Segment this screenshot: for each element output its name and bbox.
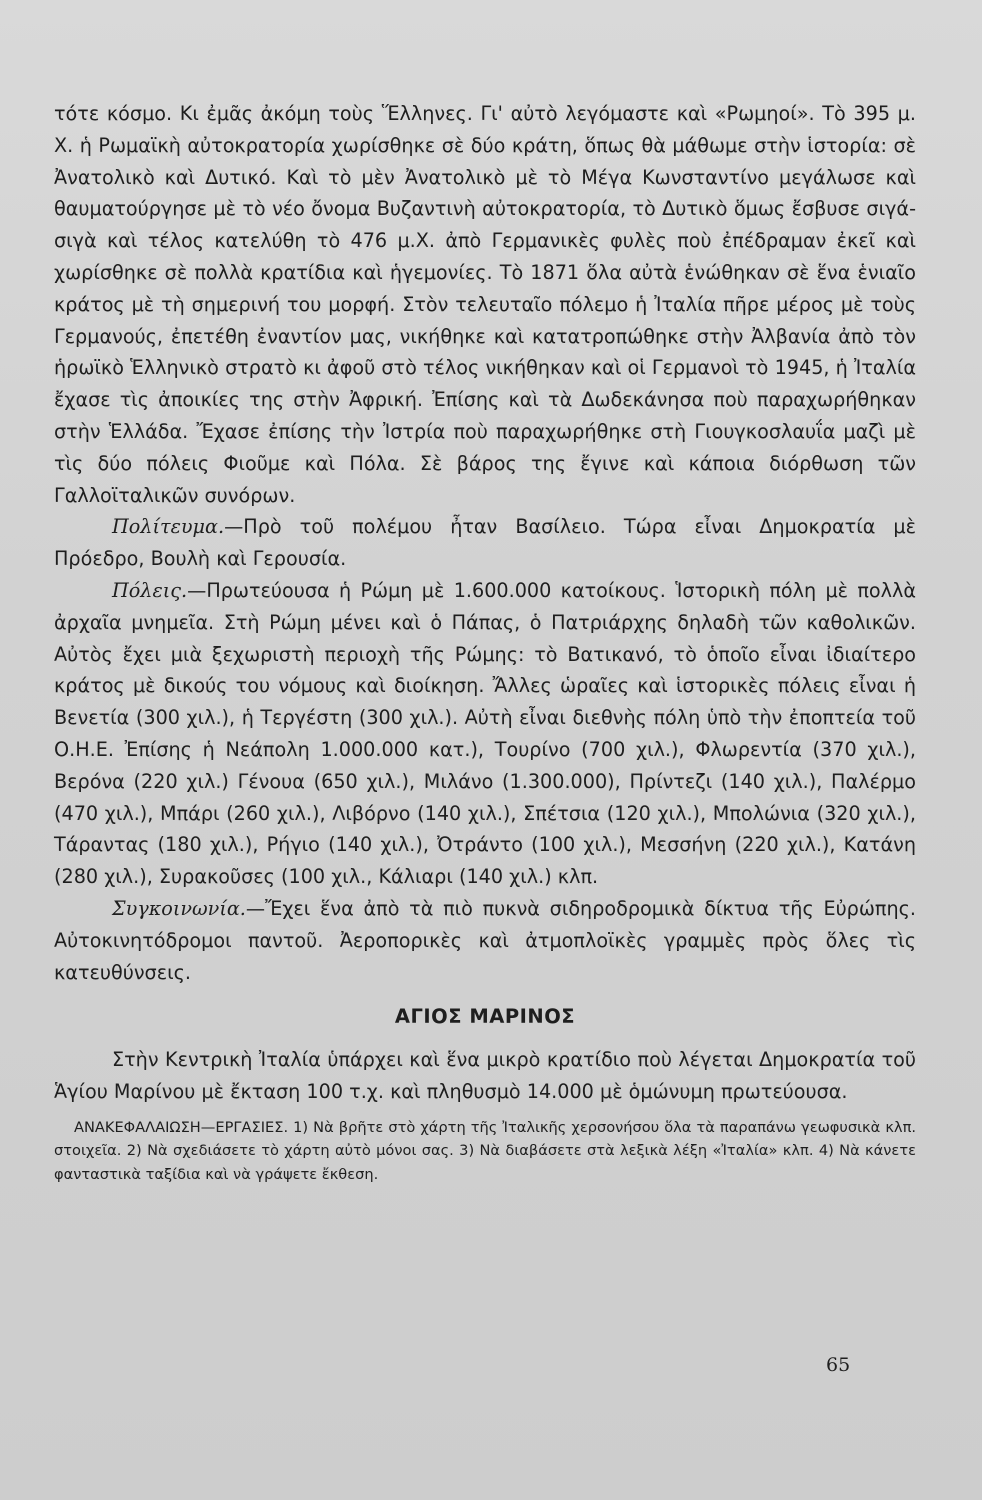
text-cities: —Πρωτεύουσα ἡ Ρώμη μὲ 1.600.000 κατοίκους. Ἱστορικὴ πόλη μὲ πολλὰ ἀρχαῖα μνημεῖα. Στὴ Ρώμη μένει καὶ ὁ Πάπας, ὁ Πατριάρχης δηλαδὴ τῶν καθολικῶν. Αὐτὸς ἔχει μιὰ ξεχωριστὴ περιοχὴ τῆς Ρώμης: τὸ Βατικανό, τὸ ὁποῖο εἶναι ἰδιαίτερο κράτος μὲ δικούς του νόμους καὶ διοίκηση. Ἄλλες ὡραῖες καὶ ἱστορικὲς πόλεις εἶναι ἡ Βενετία (300 χιλ.), ἡ Τεργέστη (300 χιλ.). Αὐτὴ εἶναι διεθνὴς πόλη ὑπὸ τὴν ἐποπτεία τοῦ Ο.Η.Ε. Ἐπίσης ἡ Νεάπολη 1.000.000 κατ.), Τουρίνο (700 χιλ.), Φλωρεντία (370 χιλ.), Βερόνα (220 χιλ.) Γένουα (650 χιλ.), Μιλάνο (1.300.000), Πρίντεζι (140 χιλ.), Παλέρμο (470 χιλ.), Μπάρι (260 χιλ.), Λιβόρνο (140 χιλ.), Σπέτσια (120 χιλ.), Μπολώνια (320 χιλ.), Τάραντας (180 χιλ.), Ρήγιο (140 χιλ.), Ὀτράντο (100 χιλ.), Μεσσήνη (220 χιλ.), Κατάνη (280 χιλ.), Συρακοῦσες (100 χιλ., Κάλιαρι (140 χιλ.) κλπ. xyxy=(54,578,916,889)
paragraph-cities xyxy=(54,575,916,893)
main-text-column xyxy=(54,98,916,1186)
summary-exercises: ΑΝΑΚΕΦΑΛΑΙΩΣΗ—ΕΡΓΑΣΙΕΣ. 1) Νὰ βρῆτε στὸ χάρτη τῆς Ἰταλικῆς χερσονήσου ὅλα τὰ παραπάνω γεωφυσικὰ κλπ. στοιχεῖα. 2) Νὰ σχεδιάσετε τὸ χάρτη αὐτὸ μόνοι σας. 3) Νὰ διαβάσετε στὰ λεξικὰ λέξη «Ἰταλία» κλπ. 4) Νὰ κάνετε φανταστικὰ ταξίδια καὶ νὰ γράψετε ἔκθεση. xyxy=(54,1118,916,1183)
paragraph-history: τότε κόσμο. Κι ἐμᾶς ἀκόμη τοὺς Ἕλληνες. Γι' αὐτὸ λεγόμαστε καὶ «Ρωμηοί». Τὸ 395 μ. Χ. ἡ Ρωμαϊκὴ αὐτοκρατορία χωρίσθηκε σὲ δύο κράτη, ὅπως θὰ μάθωμε στὴν ἱστορία: σὲ Ἀνατολικὸ καὶ Δυτικό. Καὶ τὸ μὲν Ἀνατολικὸ μὲ τὸ Μέγα Κωνσταντίνο μεγάλωσε καὶ θαυματούργησε μὲ τὸ νέο ὄνομα Βυζαντινὴ αὐτοκρατορία, τὸ Δυτικὸ ὅμως ἔσβυσε σιγά-σιγὰ καὶ τέλος κατελύθη τὸ 476 μ.Χ. ἀπὸ Γερμανικὲς φυλὲς ποὺ ἐπέδραμαν ἐκεῖ καὶ χωρίσθηκε σὲ πολλὰ κρατίδια καὶ ἡγεμονίες. Τὸ 1871 ὅλα αὐτὰ ἑνώθηκαν σὲ ἕνα ἑνιαῖο κράτος μὲ τὴ σημερινή του μορφή. Στὸν τελευταῖο πόλεμο ἡ Ἰταλία πῆρε μέρος μὲ τοὺς Γερμανούς, ἐπετέθη ἐναντίον μας, νικήθηκε καὶ κατατροπώθηκε στὴν Ἀλβανία ἀπὸ τὸν ἡρωϊκὸ Ἑλληνικὸ στρατὸ κι ἀφοῦ στὸ τέλος νικήθηκαν καὶ οἱ Γερμανοὶ τὸ 1945, ἡ Ἰταλία ἔχασε τὶς ἀποικίες της στὴν Ἀφρική. Ἐπίσης καὶ τὰ Δωδεκάνησα ποὺ παραχωρήθηκαν στὴν Ἑλλάδα. Ἔχασε ἐπίσης τὴν Ἰστρία ποὺ παραχωρήθηκε στὴ Γιουγκοσλαυΐα μαζὶ μὲ τὶς δύο πόλεις Φιοῦμε καὶ Πόλα. Σὲ βάρος της ἔγινε καὶ κάποια διόρθωση τῶν Γαλλοϊταλικῶν συνόρων. xyxy=(54,102,916,507)
paragraph-government xyxy=(54,511,916,575)
section-heading-san-marino: ΑΓΙΟΣ ΜΑΡΙΝΟΣ xyxy=(394,1005,576,1029)
text-transport: —Ἔχει ἕνα ἀπὸ τὰ πιὸ πυκνὰ σιδηροδρομικὰ δίκτυα τῆς Εὐρώπης. Αὐτοκινητόδρομοι παντοῦ. Ἀεροπορικὲς καὶ ἀτμοπλοϊκὲς γραμμὲς πρὸς ὅλες τὶς κατευθύνσεις. xyxy=(54,896,916,984)
text-government: —Πρὸ τοῦ πολέμου ἦταν Βασίλειο. Τώρα εἶναι Δημοκρατία μὲ Πρόεδρο, Βουλὴ καὶ Γερουσία. xyxy=(54,515,916,571)
label-transport: Συγκοινωνία. xyxy=(112,896,246,920)
paragraph-transport xyxy=(54,893,916,988)
paragraph-san-marino: Στὴν Κεντρικὴ Ἰταλία ὑπάρχει καὶ ἕνα μικρὸ κρατίδιο ποὺ λέγεται Δημοκρατία τοῦ Ἁγίου Μαρίνου μὲ ἔκταση 100 τ.χ. καὶ πληθυσμὸ 14.000 μὲ ὁμώνυμη πρωτεύουσα. xyxy=(54,1048,916,1104)
page-number: 65 xyxy=(826,1354,851,1376)
label-cities: Πόλεις. xyxy=(112,578,188,602)
label-government: Πολίτευμα. xyxy=(112,515,225,539)
